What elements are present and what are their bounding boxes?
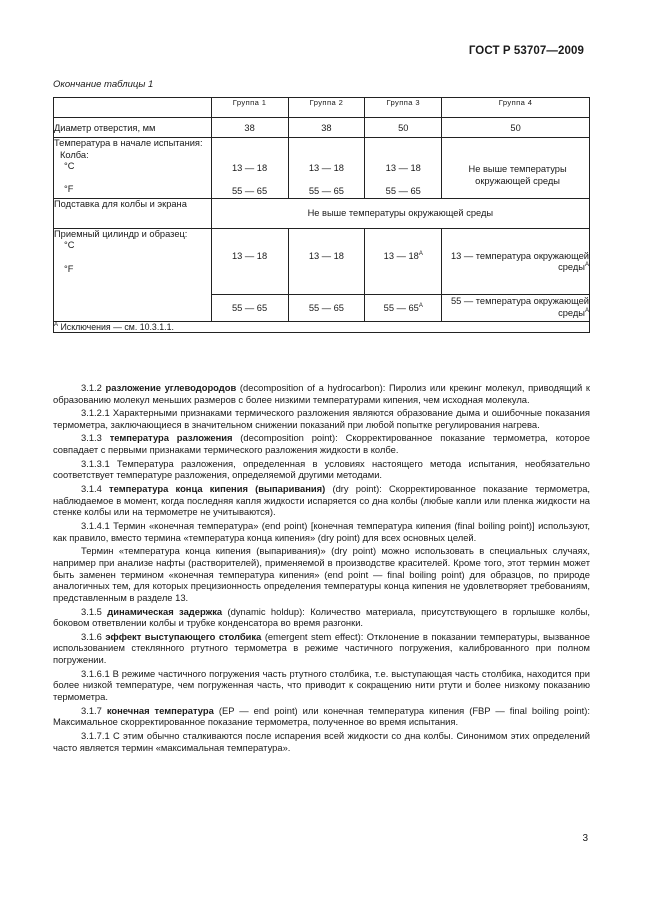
receiver-f-g4-sup: A bbox=[584, 307, 589, 314]
header-group-2: Группа 2 bbox=[288, 98, 365, 118]
receiver-c-g3-sup: A bbox=[418, 250, 423, 257]
table-caption: Окончание таблицы 1 bbox=[53, 79, 154, 90]
stand-label-text: Подставка для колбы и экрана bbox=[54, 198, 187, 209]
receiver-c-g3-value: 13 — 18 bbox=[383, 250, 419, 261]
receiver-f-g4-text: 55 — температура окружающей среды bbox=[450, 296, 589, 318]
definitions-text bbox=[53, 382, 590, 755]
term-3-1-2: разложение углеводородов bbox=[105, 382, 237, 393]
table-header-row bbox=[54, 98, 590, 118]
receiver-c-g2 bbox=[288, 228, 365, 294]
diameter-g1: 38 bbox=[211, 118, 288, 138]
para-3-1-4-1: 3.1.4.1 Термин «конечная температура» (end point) [конечная температура кипения (final boiling point)] используют, как правило, вместо термина «температура конца кипения» (dry point) для всех основных целей. bbox=[53, 519, 590, 543]
row-diameter bbox=[54, 118, 590, 138]
term-3-1-7: конечная температура bbox=[106, 704, 214, 716]
table-note bbox=[54, 321, 590, 332]
diameter-g4: 50 bbox=[442, 118, 590, 138]
start-temp-g2-c: 13 — 18 bbox=[308, 163, 344, 173]
receiver-f-g2-value: 55 — 65 bbox=[308, 302, 344, 313]
para-3-1-4: 3.1.4 температура конца кипения (выпаривания) (dry point): Скорректированное показание термометра, наблюдаемое в момент, когда последняя капля жидкости испаряется со дна колбы (любые капли или пленка жидкости на стенке колбы или на термометре не учитываются). bbox=[53, 482, 591, 518]
receiver-f-g2 bbox=[288, 294, 365, 321]
receiver-f-label: °F bbox=[64, 263, 74, 274]
receiver-c-label: °C bbox=[64, 240, 75, 251]
para-3-1-2: 3.1.2 разложение углеводородов (decomposition of a hydrocarbon): Пиролиз или крекинг молекул, приводящий к образованию молекул меньших размеров с более низкими температурами кипения, чем исходная молекула. bbox=[53, 382, 591, 405]
para-3-1-2-1: 3.1.2.1 Характерными признаками термического разложения являются образование дыма и ошибочные показания термометра, заключающиеся в значительном снижении показаний при любой попытке регулирования нагрева. bbox=[53, 407, 590, 430]
note-text: Исключения — см. 10.3.1.1. bbox=[60, 321, 174, 332]
diameter-g2: 38 bbox=[288, 118, 365, 138]
term-3-1-5: динамическая задержка bbox=[107, 605, 223, 617]
receiver-f-g1-value: 55 — 65 bbox=[232, 302, 268, 313]
receiver-c-g1 bbox=[211, 228, 288, 294]
start-temp-g3-f: 55 — 65 bbox=[385, 186, 421, 197]
start-temp-g2 bbox=[288, 138, 365, 199]
flask-label: Колба: bbox=[60, 149, 89, 160]
para-3-1-6-1: 3.1.6.1 В режиме частичного погружения часть ртутного столбика, т.е. выступающая часть столбика, находится при более низкой температуре, чем погруженная часть, что приводит к сокращению нити ртути и более низкому показанию термометра. bbox=[53, 667, 590, 703]
stand-label bbox=[54, 198, 212, 228]
stand-value: Не выше температуры окружающей среды bbox=[211, 198, 589, 228]
para-3-1-7-1: 3.1.7.1 С этим обычно сталкиваются после испарения всей жидкости со дна колбы. Синонимом этих определений часто является термин «максимальная температура». bbox=[53, 729, 590, 753]
para-3-1-3-1: 3.1.3.1 Температура разложения, определенная в условиях настоящего метода испытания, необязательно соответствует температуре разложения, определяемой другими методами. bbox=[53, 457, 590, 481]
term-3-1-6: эффект выступающего столбика bbox=[105, 630, 262, 642]
receiver-c-g4-text: 13 — температура окружающей среды bbox=[450, 250, 589, 273]
receiver-f-g1 bbox=[211, 294, 288, 321]
start-temp-g1-f: 55 — 65 bbox=[232, 186, 268, 197]
row-receiver-c bbox=[54, 228, 590, 294]
receiver-f-g3-value: 55 — 65 bbox=[383, 302, 419, 313]
diameter-label: Диаметр отверстия, мм bbox=[54, 118, 212, 138]
start-temp-g4 bbox=[442, 138, 590, 199]
start-temp-g4-text: Не выше температуры окружающей среды bbox=[468, 164, 567, 186]
start-temp-label: Температура в начале испытания: bbox=[54, 138, 203, 148]
start-temp-f-label: °F bbox=[64, 184, 74, 195]
note-mark: A bbox=[54, 321, 59, 328]
receiver-c-g1-value: 13 — 18 bbox=[232, 250, 268, 261]
receiver-f-g3 bbox=[365, 294, 442, 321]
row-note bbox=[54, 321, 590, 332]
receiver-label: Приемный цилиндр и образец: bbox=[54, 228, 188, 239]
start-temp-g2-f: 55 — 65 bbox=[308, 186, 344, 197]
para-3-1-3: 3.1.3 температура разложения (decomposition point): Скорректированное показание термометра, которое совпадает с первыми признаками термического разложения жидкости в колбе. bbox=[53, 432, 590, 456]
header-group-3: Группа 3 bbox=[365, 98, 442, 118]
table-1 bbox=[53, 97, 590, 333]
header-group-1: Группа 1 bbox=[211, 98, 288, 118]
start-temp-g1 bbox=[211, 138, 288, 199]
receiver-c-g3 bbox=[365, 228, 442, 294]
para-3-1-6: 3.1.6 эффект выступающего столбика (emergent stem effect): Отклонение в показании температуры, вызванное использованием стеклянного ртутного термометра в режиме частичного погружения, калиброванного при полном погружении. bbox=[53, 630, 591, 666]
page-number: 3 bbox=[582, 833, 588, 844]
term-3-1-4: температура конца кипения (выпаривания) bbox=[109, 482, 326, 494]
receiver-f-g3-sup: A bbox=[418, 302, 423, 309]
para-3-1-5: 3.1.5 динамическая задержка (dynamic holdup): Количество материала, присутствующего в горлышке колбы, боковом ответвлении колбы и трубке конденсатора во время разгонки. bbox=[53, 605, 590, 629]
header-empty bbox=[54, 98, 212, 118]
start-temp-c-label: °C bbox=[64, 161, 75, 172]
receiver-f-g4 bbox=[442, 294, 590, 321]
para-3-1-7: 3.1.7 конечная температура (EP — end point) или конечная температура кипения (FBP — final boiling point): Максимальное скорректированное показание термометра, полученное во время испытания. bbox=[53, 704, 591, 728]
row-start-temperature bbox=[54, 138, 590, 199]
receiver-label-cell bbox=[54, 228, 212, 321]
start-temp-label-cell bbox=[54, 138, 212, 199]
receiver-c-g4 bbox=[442, 228, 590, 294]
para-3-1-4-1-cont: Термин «температура конца кипения (выпаривания)» (dry point) можно использовать в специальных случаях, например при анализе нафты (растворителей), применяемой в производстве красителей. Кроме того, этот термин может быть заменен термином «конечная температура кипения» (end point — final boiling point) для образцов, по природе аналогичных тем, для которых прецизионность определения температуры конца кипения не удовлетворяет требованиям, представленным в разделе 13. bbox=[53, 544, 590, 604]
start-temp-g1-c: 13 — 18 bbox=[232, 163, 268, 173]
receiver-c-g2-value: 13 — 18 bbox=[308, 250, 344, 261]
document-id: ГОСТ Р 53707—2009 bbox=[468, 45, 584, 57]
receiver-c-g4-sup: A bbox=[584, 262, 589, 269]
term-3-1-3: температура разложения bbox=[109, 432, 233, 444]
row-stand bbox=[54, 198, 590, 228]
start-temp-g3 bbox=[365, 138, 442, 199]
diameter-g3: 50 bbox=[365, 118, 442, 138]
start-temp-g3-c: 13 — 18 bbox=[385, 163, 421, 173]
header-group-4: Группа 4 bbox=[442, 98, 590, 118]
